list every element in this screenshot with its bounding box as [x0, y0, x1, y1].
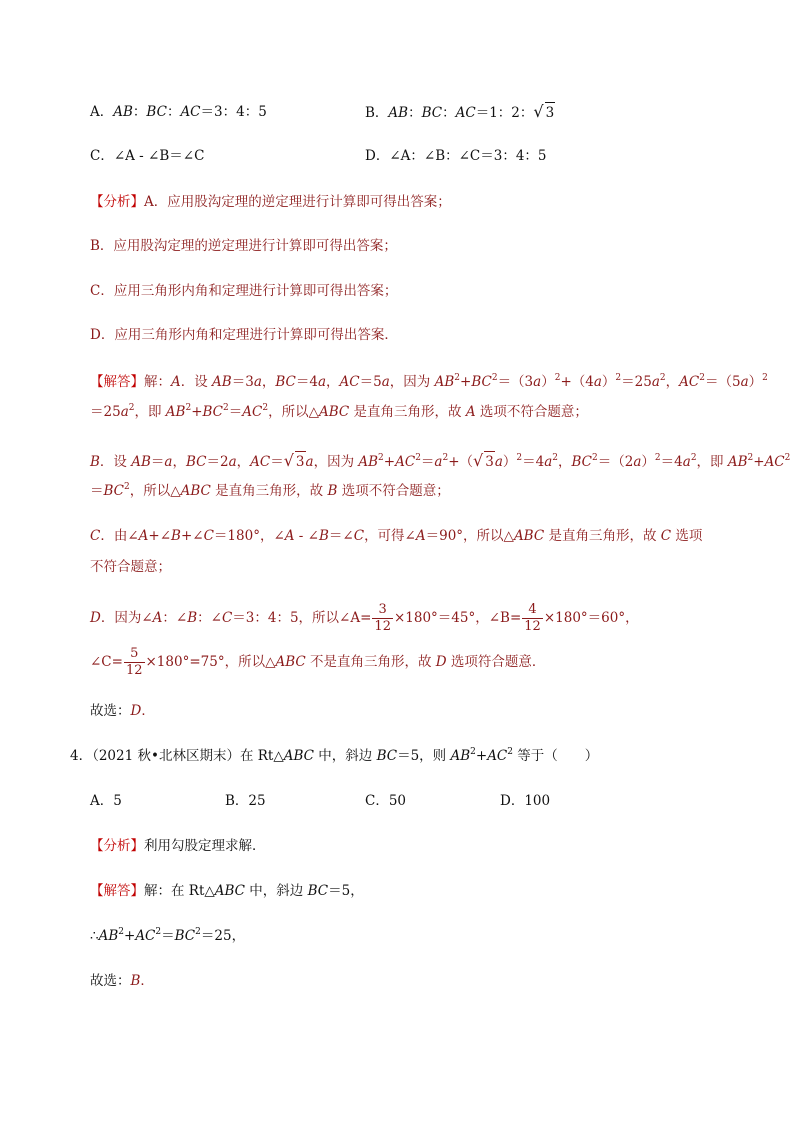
q3-solution-c-line1: C．由∠A+∠B+∠C＝180°，∠A - ∠B＝∠C，可得∠A＝90°，所以△ABC 是直角三角形，故 C 选项 — [90, 528, 703, 544]
q3-solution-a-line1: 【解答】解：A．设 AB＝3a，BC＝4a，AC＝5a，因为 $AB^2+BC^2=(3a)^2+(4a)^2=25a^2$，$AC^2=(5a)^2$ — [90, 373, 768, 390]
q3-solution-c-line2: 不符合题意； — [90, 559, 171, 575]
q3-solution-b-line1: B．设 AB＝a，BC＝2a，AC＝√ 3a，因为 $AB^2+AC^2=a^2+(√$ $3a)^2=4a^2$，$BC^2=(2a)^2=4a^2$，即 $AB^2+AC^2$ — [90, 451, 791, 470]
q3-choice: 故选：D． — [90, 703, 155, 719]
q3-solution-b-line2: $=BC^2$，所以△ABC 是直角三角形，故 B 选项不符合题意； — [90, 482, 450, 499]
q3-option-a: A．AB：BC：AC＝3：4：5 — [90, 104, 267, 120]
q4-option-a: A．5 — [90, 793, 122, 809]
q3-option-c: C．∠A - ∠B＝∠C — [90, 148, 205, 164]
solution-tag: 【解答】 — [90, 883, 144, 899]
analysis-tag: 【分析】 — [90, 194, 144, 210]
q4-option-d: D．100 — [500, 793, 551, 809]
q4-solution-line2: $\therefore AB^2+AC^2=BC^2=25$， — [90, 927, 246, 944]
analysis-tag: 【分析】 — [90, 838, 144, 854]
q4-stem: 4．（2021 秋•北林区期末）在 Rt△ABC 中，斜边 BC＝5，则 $AB^2+AC^2$ 等于（ ） — [70, 747, 599, 764]
q3-option-b: B．AB：BC：AC＝1：2：√ 3 — [365, 102, 555, 121]
q4-solution-line1: 【解答】解：在 Rt△ABC 中，斜边 BC＝5， — [90, 883, 364, 899]
q4-choice: 故选：B． — [90, 973, 154, 989]
q3-analysis-d: D．应用三角形内角和定理进行计算即可得出答案． — [90, 327, 398, 343]
solution-tag: 【解答】 — [90, 374, 144, 390]
q4-option-c: C．50 — [365, 793, 407, 809]
q3-solution-d-line1: D．因为∠A：∠B：∠C＝3：4：5，所以∠A= $\frac{3}{12}$ ×180°＝45°，∠B= $\frac{4}{12}$ ×180°＝60°， — [90, 602, 639, 634]
q3-analysis-a: 【分析】A．应用股沟定理的逆定理进行计算即可得出答案； — [90, 194, 451, 210]
q3-analysis-c: C．应用三角形内角和定理进行计算即可得出答案； — [90, 283, 398, 299]
q4-option-b: B．25 — [225, 793, 266, 809]
q3-option-d: D．∠A：∠B：∠C＝3：4：5 — [365, 148, 547, 164]
q3-solution-d-line2: ∠C= $\frac{5}{12}$ ×180°=75°，所以△ABC 不是直角三角形，故 D 选项符合题意． — [90, 646, 546, 678]
q4-analysis: 【分析】利用勾股定理求解． — [90, 838, 266, 854]
q3-analysis-b: B．应用股沟定理的逆定理进行计算即可得出答案； — [90, 238, 397, 254]
q3-solution-a-line2: $=25a^2$，即 $AB^2+BC^2=AC^2$，所以△ABC 是直角三角形，故 A 选项不符合题意； — [90, 403, 588, 420]
